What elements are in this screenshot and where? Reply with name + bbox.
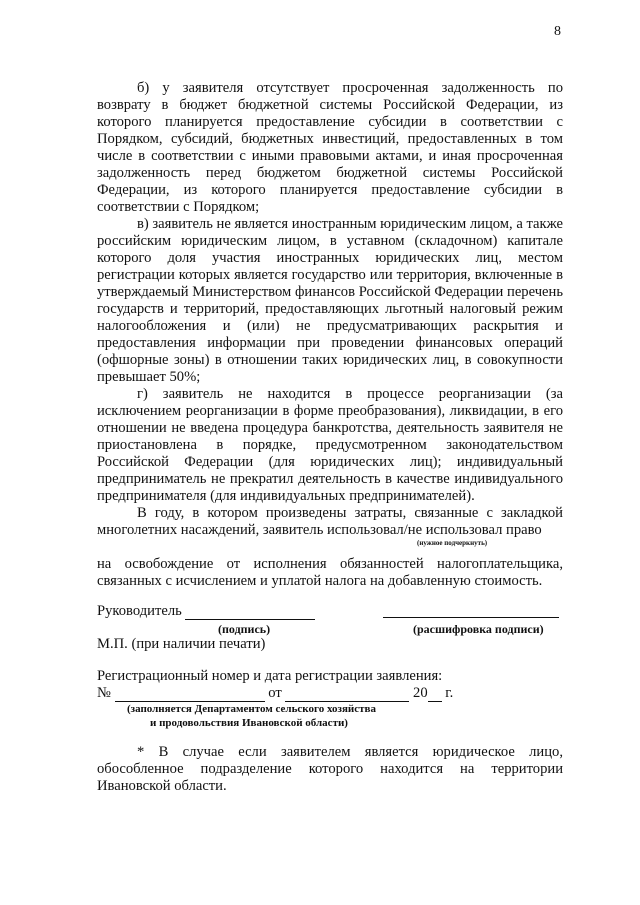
conditions-block (97, 80, 563, 590)
paragraph-year (97, 505, 563, 556)
from-label: от (268, 685, 282, 701)
signature-caption: (подпись) (218, 622, 271, 636)
registration-note-1: (заполняется Департаментом сельского хозяйства (127, 703, 376, 715)
choice-hint: (нужное подчеркнуть) (417, 539, 488, 547)
year-text-1: В году, в котором произведены затраты, связанные с закладкой многолетних насаждений, заявитель использовал/не использовал право (97, 505, 563, 538)
stamp-label: М.П. (при наличии печати) (97, 636, 266, 652)
registration-title: Регистрационный номер и дата регистрации заявления: (97, 668, 443, 684)
decode-line[interactable] (383, 603, 559, 618)
footnote-block (97, 744, 563, 795)
footnote: * В случае если заявителем является юридическое лицо, обособленное подразделение которого находится на территории Ивановской области. (97, 744, 563, 794)
number-label: № (97, 685, 111, 701)
year-field[interactable] (428, 701, 442, 702)
paragraph-vat: на освобождение от исполнения обязанностей налогоплательщика, связанных с исчислением и уплатой налога на добавленную стоимость. (97, 556, 563, 589)
year-label: 20 (413, 685, 428, 701)
head-label: Руководитель (97, 603, 182, 619)
paragraph-b: б) у заявителя отсутствует просроченная задолженность по возврату в бюджет бюджетной системы Российской Федерации, из которого планируется предоставление субсидии в соответствии с Порядком, субсидий, бюджетных инвестиций, предоставленных в том числе в соответствии с иными правовыми актами, и иная просроченная задолженность перед бюджетом бюджетной системы Российской Федерации, из которого планируется предоставление субсидии в соответствии с Порядком; (97, 80, 563, 215)
decode-caption: (расшифровка подписи) (413, 622, 544, 636)
paragraph-v: в) заявитель не является иностранным юридическим лицом, а также российским юридическим лицом, в уставном (складочном) капитале которого доля участия иностранных юридических лиц, местом регистрации которых является государство или территория, включенные в утверждаемый Министерством финансов Российской Федерации перечень государств и территорий, предоставляющих льготный налоговый режим налогообложения и (или) не предусматривающих раскрытия и предоставления информации при проведении финансовых операций (офшорные зоны) в отношении таких юридических лиц, в совокупности превышает 50%; (97, 216, 563, 385)
signature-line[interactable] (185, 619, 315, 620)
page-number: 8 (554, 24, 561, 39)
year-suffix: г. (445, 685, 454, 701)
paragraph-g: г) заявитель не находится в процессе реорганизации (за исключением реорганизации в форме преобразования), ликвидации, в его отношении не введена процедура банкротства, деятельность заявителя не приостановлена в порядке, предусмотренном законодательством Российской Федерации (для юридических лиц); индивидуальный предприниматель не прекратил деятельность в качестве индивидуального предпринимателя (для индивидуальных предпринимателей). (97, 386, 563, 504)
registration-row (97, 685, 453, 702)
registration-note-2: и продовольствия Ивановской области) (150, 717, 348, 729)
head-signature-row (97, 603, 315, 620)
